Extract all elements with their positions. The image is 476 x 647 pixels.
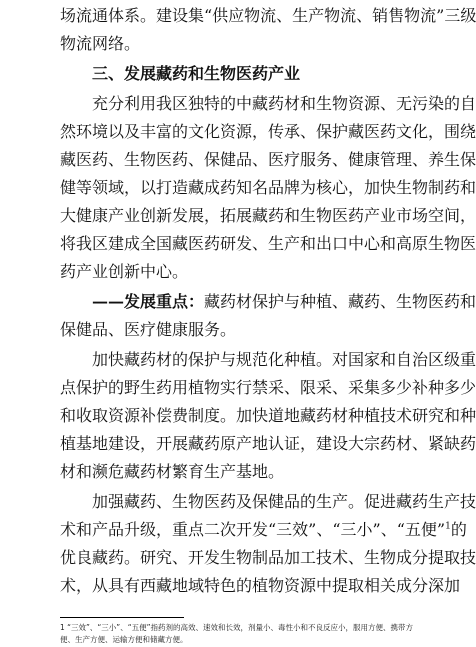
body-line: 健等领域，以打造藏成药知名品牌为核心，加快生物制药和 [60, 178, 476, 197]
body-line: 药产业创新中心。 [60, 262, 189, 281]
body-line: 充分利用我区独特的中藏药材和生物资源、无污染的自 [92, 94, 476, 113]
body-line: 大健康产业创新发展，拓展藏药和生物医药产业市场空间， [60, 206, 476, 225]
body-line: 场流通体系。建设集“供应物流、生产物流、销售物流”三级 [60, 6, 476, 25]
body-line: 将我区建成全国藏医药研发、生产和出口中心和高原生物医 [60, 234, 476, 253]
body-line: 然环境以及丰富的文化资源，传承、保护藏医药文化，围绕 [60, 122, 476, 141]
body-line: 加快藏药材的保护与规范化种植。对国家和自治区级重 [92, 350, 476, 369]
body-line: 加强藏药、生物医药及保健品的生产。促进藏药生产技 [92, 492, 476, 511]
body-line: 优良藏药。研究、开发生物制品加工技术、生物成分提取技 [60, 548, 476, 567]
body-line: 术，从具有西藏地域特色的植物资源中提取相关成分深加 [60, 576, 461, 595]
body-line: 保健品、医疗健康服务。 [60, 320, 237, 339]
footnote-divider [60, 617, 184, 618]
footnote-line: 便、生产方便、运输方便和储藏方便。 [60, 635, 188, 644]
section-heading: 三、发展藏药和生物医药产业 [92, 64, 301, 83]
body-line: 藏医药、生物医药、保健品、医疗服务、健康管理、养生保 [60, 150, 476, 169]
body-line: 和收取资源补偿费制度。加快道地藏药材种植技术研究和种 [60, 406, 476, 425]
body-line: 材和濒危藏药材繁育生产基地。 [60, 462, 285, 481]
key-points-text: 藏药材保护与种植、藏药、生物医药和 [204, 292, 476, 311]
key-points-label: ——发展重点： [92, 292, 205, 311]
body-line: 点保护的野生药用植物实行禁采、限采、采集多少补种多少 [60, 378, 476, 397]
body-line [60, 520, 467, 540]
key-points-line [60, 292, 476, 312]
footnote-line: 1 “三效”、“三小”、“五便”指药剂的高效、速效和长效，剂量小、毒性小和不良反应小，服用方便、携带方 [60, 623, 413, 632]
body-text: 的 [450, 520, 467, 539]
body-text: 术和产品升级，重点二次开发“三效”、“三小”、“五便” [60, 520, 446, 539]
footnote-ref: 1 [445, 521, 451, 532]
body-line: 植基地建设，开展藏药原产地认证，建设大宗药材、紧缺药 [60, 434, 476, 453]
body-line: 物流网络。 [60, 34, 141, 53]
